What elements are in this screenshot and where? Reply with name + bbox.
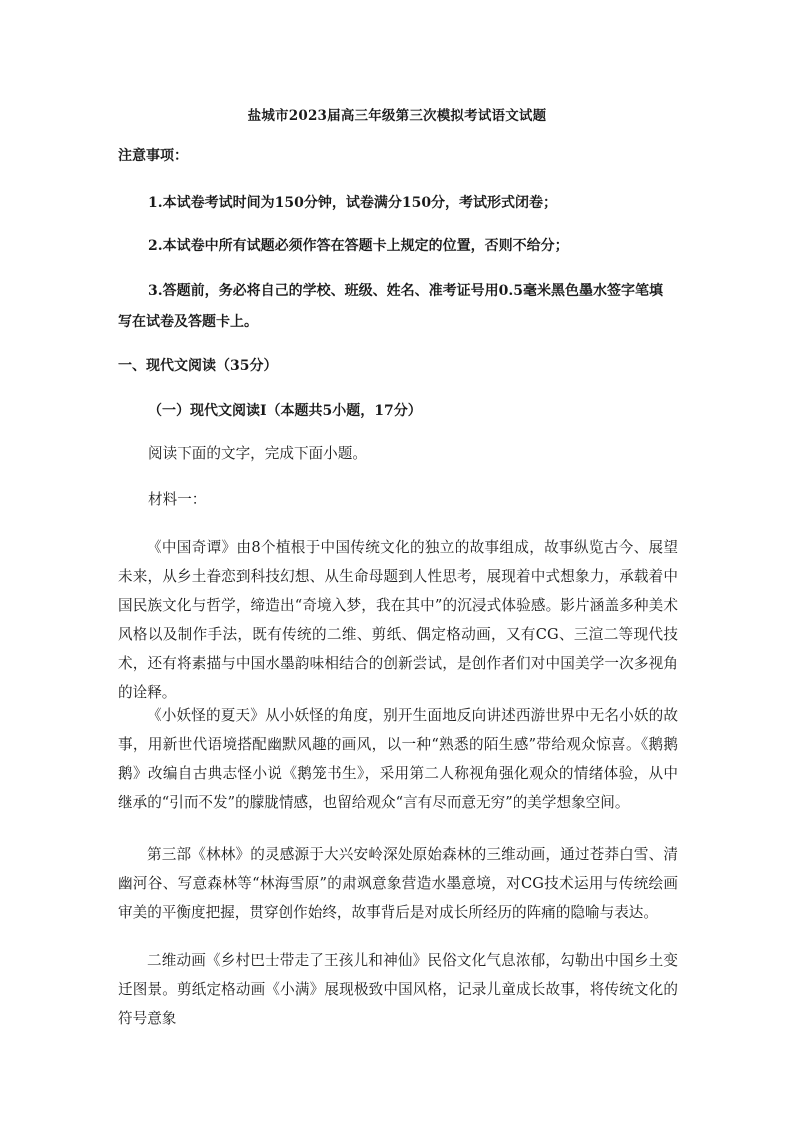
body-paragraph-1: 《中国奇谭》由8个植根于中国传统文化的独立的故事组成，故事纵览古今、展望未来，从乡土眷恋到科技幻想、从生命母题到人性思考，展现着中式想象力，承载着中国民族文化与哲学，缔造出“奇境入梦，我在其中”的沉浸式体验感。影片涵盖多种美术风格以及制作手法，既有传统的二维、剪纸、偶定格动画，又有CG、三渲二等现代技术，还有将素描与中国水墨韵味相结合的创新尝试，是创作者们对中国美学一次多视角的诠释。 (118, 539, 678, 701)
notice-item-2: 2.本试卷中所有试题必须作答在答题卡上规定的位置，否则不给分； (148, 238, 569, 254)
body-paragraph-3: 第三部《林林》的灵感源于大兴安岭深处原始森林的三维动画，通过苍莽白雪、清幽河谷、写意森林等“林海雪原”的肃飒意象营造水墨意境，对CG技术运用与传统绘画审美的平衡度把握，贯穿创作始终，故事背后是对成长所经历的阵痛的隐喻与表达。 (118, 846, 678, 921)
notice-item-3: 3.答题前，务必将自己的学校、班级、姓名、准考证号用0.5毫米黑色墨水签字笔填 (148, 283, 663, 299)
section-heading: 一、现代文阅读（35分） (118, 358, 278, 374)
notice-item-1: 1.本试卷考试时间为150分钟，试卷满分150分，考试形式闭卷； (148, 195, 558, 211)
body-paragraph-2: 《小妖怪的夏天》从小妖怪的角度，别开生面地反向讲述西游世界中无名小妖的故事，用新世代语境搭配幽默风趣的画风，以一种“熟悉的陌生感”带给观众惊喜。《鹅鹅鹅》改编自古典志怪小说《鹅笼书生》，采用第二人称视角强化观众的情绪体验，从中继承的“引而不发”的朦胧情感，也留给观众“言有尽而意无穷”的美学想象空间。 (118, 707, 678, 811)
subsection-heading: （一）现代文阅读Ⅰ（本题共5小题，17分） (148, 403, 422, 419)
material-label: 材料一： (148, 491, 207, 508)
notice-heading: 注意事项： (118, 148, 188, 164)
page-title: 盐城市2023届高三年级第三次模拟考试语文试题 (247, 108, 547, 124)
notice-item-3-continued: 写在试卷及答题卡上。 (118, 314, 258, 330)
reading-instruction: 阅读下面的文字，完成下面小题。 (148, 445, 367, 462)
body-paragraph-4: 二维动画《乡村巴士带走了王孩儿和神仙》民俗文化气息浓郁，勾勒出中国乡土变迁图景。剪纸定格动画《小满》展现极致中国风格，记录儿童成长故事，将传统文化的符号意象 (118, 952, 678, 1027)
